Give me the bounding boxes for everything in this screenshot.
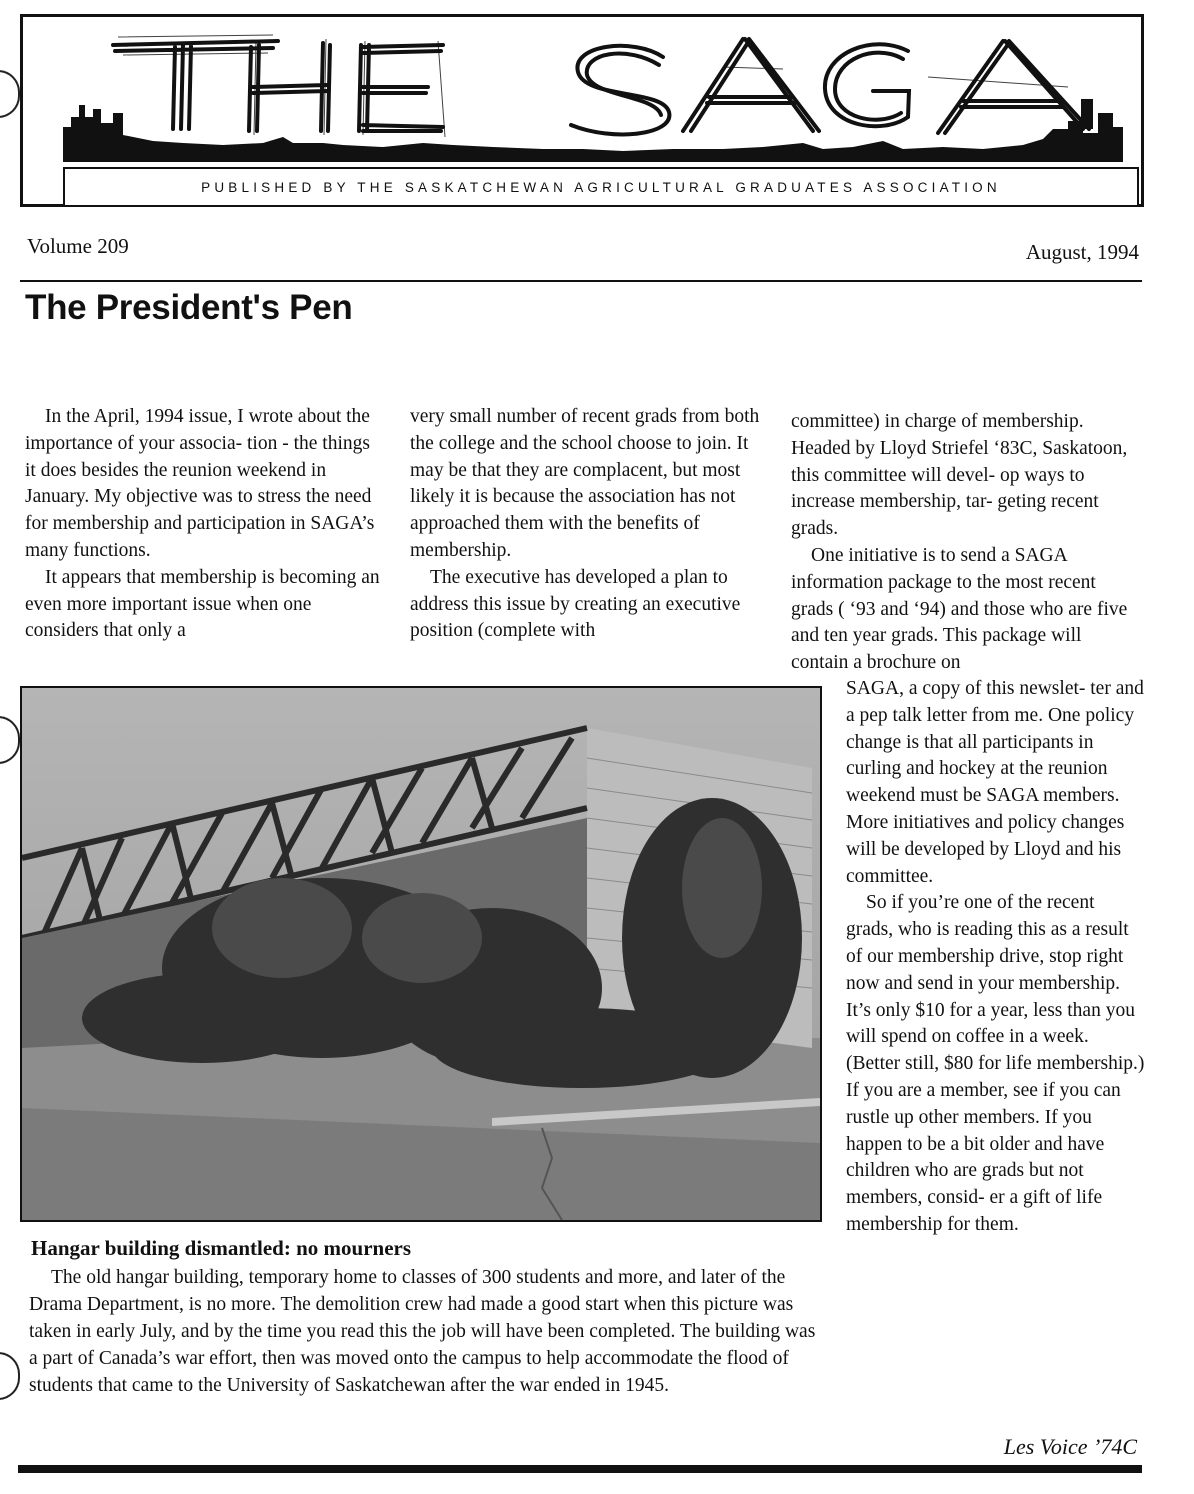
paragraph: committee) in charge of membership. Headed by Lloyd Striefel ‘83C, Saskatoon, this committee will devel- op ways to increase membership, tar- geting recent grads. bbox=[791, 411, 1128, 540]
volume-number: Volume 209 bbox=[27, 234, 129, 258]
paragraph: In the April, 1994 issue, I wrote about the importance of your associa- tion - the things it does besides the reunion weekend in January. My objective was to stress the need for membership and participation in SAGA’s many functions. bbox=[25, 406, 375, 561]
binder-hole bbox=[0, 1352, 20, 1400]
article-column-3-bottom bbox=[846, 676, 1146, 1239]
header-rule bbox=[20, 280, 1142, 282]
hangar-photo bbox=[20, 686, 822, 1222]
author-signature: Les Voice ’74C bbox=[1003, 1434, 1137, 1459]
publisher-line: PUBLISHED BY THE SASKATCHEWAN AGRICULTURAL GRADUATES ASSOCIATION bbox=[201, 179, 1001, 195]
binder-hole bbox=[0, 70, 20, 118]
masthead bbox=[20, 14, 1144, 207]
article-column-3-top bbox=[791, 409, 1141, 677]
paragraph: It appears that membership is becoming an even more important issue when one considers that only a bbox=[25, 566, 380, 642]
issue-date: August, 1994 bbox=[1025, 240, 1139, 264]
hangar-photo-illustration bbox=[22, 688, 820, 1220]
article-column-2 bbox=[410, 404, 770, 645]
paragraph: One initiative is to send a SAGA information package to the most recent grads ( ‘93 and ‘94) and those who are five and ten year grads. This package will contain a brochure on bbox=[791, 544, 1128, 674]
paragraph: very small number of recent grads from both the college and the school choose to join. It may be that they are complacent, but most likely it is because the association has not approached them with the benefits of membership. bbox=[410, 406, 760, 561]
paragraph: So if you’re one of the recent grads, who is reading this as a result of our membership drive, stop right now and send in your membership. It’s only $10 for a year, less than you will spend on coffee in a week. (Better still, $80 for life membership.) If you are a member, see if you can rustle up other members. If you happen to be a bit older and have children who are grads but not members, consid- er a gift of life membership for them. bbox=[846, 892, 1145, 1235]
photo-caption-title: Hangar building dismantled: no mourners bbox=[31, 1236, 412, 1260]
paragraph: The executive has developed a plan to address this issue by creating an executive position (complete with bbox=[410, 566, 741, 642]
publisher-line-box bbox=[63, 167, 1139, 207]
caption-paragraph: The old hangar building, temporary home to classes of 300 students and more, and later of the Drama Department, is no more. The demolition crew had made a good start when this picture was taken in early July, and by the time you read this the job will have been completed. The building was a part of Canada’s war effort, then was moved onto the campus to help accommodate the flood of students that came to the University of Saskatchewan after the war ended in 1945. bbox=[29, 1267, 816, 1396]
binder-hole bbox=[0, 716, 20, 764]
article-headline: The President's Pen bbox=[25, 288, 353, 327]
footer-rule bbox=[18, 1465, 1142, 1473]
photo-caption bbox=[29, 1264, 819, 1399]
paragraph: SAGA, a copy of this newslet- ter and a pep talk letter from me. One policy change is that all participants in curling and hockey at the reunion weekend must be SAGA members. More initiatives and policy changes will be developed by Lloyd and his committee. bbox=[846, 678, 1144, 887]
article-column-1 bbox=[25, 404, 385, 645]
